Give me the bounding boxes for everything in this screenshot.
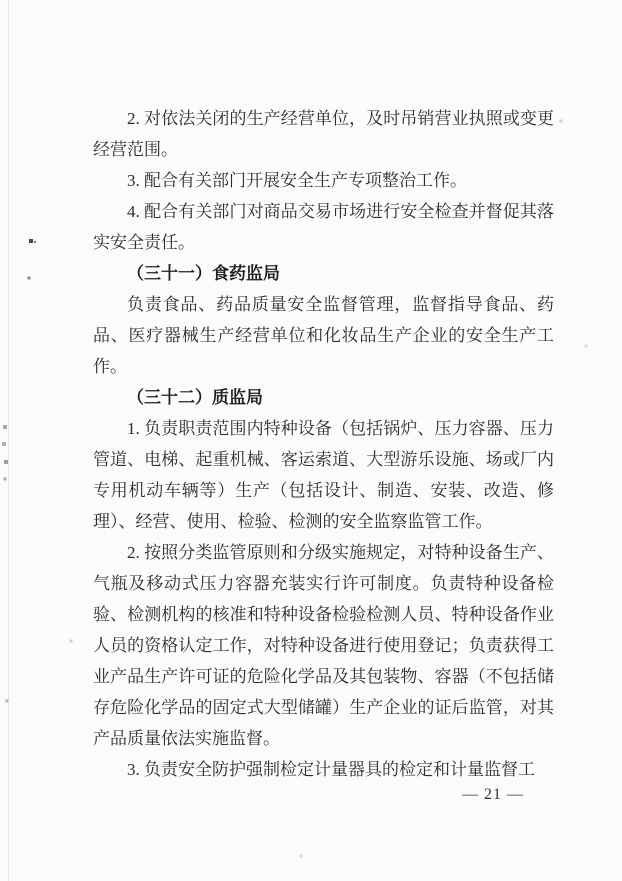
page-number: — 21 — — [462, 786, 524, 803]
paragraph-special-equipment: 1. 负责职责范围内特种设备（包括锅炉、压力容器、压力管道、电梯、起重机械、客运索道、大型游乐设施、场或厂内专用机动车辆等）生产（包括设计、制造、安装、改造、修理）、经营、使用、检验、检测的安全监察监管工作。 — [93, 419, 554, 531]
paragraph-food-drug-duties: 负责食品、药品质量安全监督管理，监督指导食品、药品、医疗器械生产经营单位和化妆品生产企业的安全生产工作。 — [93, 295, 554, 376]
paragraph-licensing-system: 2. 按照分类监管原则和分级实施规定，对特种设备生产、气瓶及移动式压力容器充装实行许可制度。负责特种设备检验、检测机构的核准和特种设备检验检测人员、特种设备作业人员的资格认定工作，对特种设备进行使用登记；负责获得工业产品生产许可证的危险化学品及其包装物、容器（不包括储存危险化学品的固定式大型储罐）生产企业的证后监管，对其产品质量依法实施监督。 — [93, 543, 554, 748]
document-body — [93, 103, 554, 785]
paragraph-special-rectification: 3. 配合有关部门开展安全生产专项整治工作。 — [127, 171, 467, 190]
paragraph-closed-units: 2. 对依法关闭的生产经营单位，及时吊销营业执照或变更经营范围。 — [93, 109, 554, 159]
section-heading-food-drug-bureau: （三十一）食药监局 — [127, 264, 280, 283]
paragraph-commodity-market: 4. 配合有关部门对商品交易市场进行安全检查并督促其落实安全责任。 — [93, 202, 554, 252]
scan-noise-specks — [0, 0, 2, 2]
paragraph-metering-instruments: 3. 负责安全防护强制检定计量器具的检定和计量监督工 — [127, 760, 535, 779]
scan-edge-line — [8, 0, 9, 881]
section-heading-quality-bureau: （三十二）质监局 — [127, 388, 263, 407]
